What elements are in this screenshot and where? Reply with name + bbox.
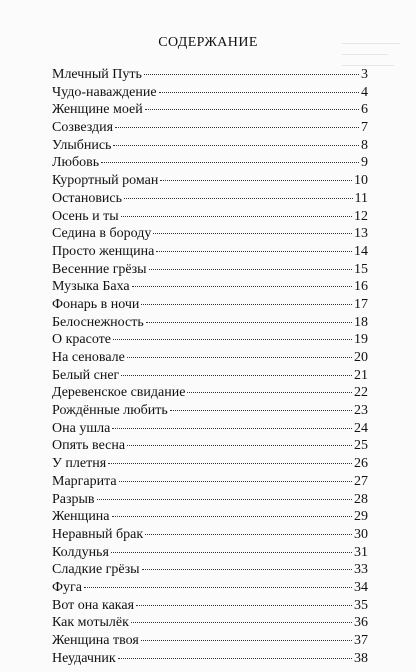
toc-entry-page: 19 (354, 332, 368, 348)
dot-leader (145, 534, 352, 535)
toc-entry-title: Осень и ты (52, 208, 119, 224)
toc-entry (52, 172, 368, 190)
toc-entry (52, 278, 368, 296)
toc-entry-page: 12 (354, 208, 368, 224)
toc-entry (52, 119, 368, 137)
toc-entry-title: Млечный Путь (52, 67, 142, 82)
toc-entry (52, 632, 368, 650)
dot-leader (156, 251, 352, 252)
toc-entry (52, 650, 368, 668)
dot-leader (108, 463, 352, 464)
dot-leader (127, 357, 352, 358)
toc-entry-title: Седина в бороду (52, 226, 152, 242)
toc-entry (52, 473, 368, 491)
toc-entry-page: 15 (354, 261, 368, 277)
toc-entry-page: 27 (354, 473, 368, 489)
dot-leader (170, 410, 352, 411)
toc-entry-title: Маргарита (52, 473, 117, 489)
toc-entry-title: Она ушла (52, 420, 111, 436)
toc-entry-page: 22 (354, 385, 368, 401)
toc-entry-title: О красоте (52, 332, 111, 348)
toc-entry-title: Сладкие грёзы (52, 562, 140, 578)
dot-leader (127, 445, 352, 446)
toc-entry-page: 23 (354, 403, 368, 419)
toc-entry-page: 34 (354, 579, 368, 595)
dot-leader (97, 499, 352, 500)
page-title: СОДЕРЖАНИЕ (158, 35, 258, 50)
dot-leader (144, 74, 359, 75)
toc-entry-title: Белый снег (52, 367, 120, 383)
dot-leader (141, 304, 352, 305)
toc-entry-title: У плетня (52, 456, 107, 472)
dot-leader (115, 127, 359, 128)
dot-leader (124, 198, 352, 199)
toc-entry-title: Фуга (52, 579, 83, 595)
toc-entry-title: Опять весна (52, 438, 126, 454)
dot-leader (131, 622, 352, 623)
toc-entry-page: 29 (354, 509, 368, 525)
toc-entry-title: На сеновале (52, 350, 125, 365)
dot-leader (187, 392, 352, 393)
toc-entry (52, 402, 368, 420)
toc-entry-page: 28 (354, 491, 368, 507)
toc-entry-title: Женщина (52, 509, 110, 525)
toc-entry-page: 36 (354, 615, 368, 631)
toc-entry-title: Созвездия (52, 120, 114, 136)
toc-entry (52, 420, 368, 438)
toc-entry (52, 384, 368, 402)
table-of-contents (52, 66, 368, 667)
toc-entry-title: Весенние грёзы (52, 261, 147, 277)
toc-entry-page: 13 (354, 226, 368, 242)
dot-leader (145, 109, 359, 110)
toc-entry (52, 101, 368, 119)
toc-entry-page: 7 (361, 120, 368, 136)
toc-entry (52, 208, 368, 226)
toc-entry-page: 30 (354, 526, 368, 542)
dot-leader (142, 569, 352, 570)
toc-entry-title: Рождённые любить (52, 403, 168, 419)
toc-entry-page: 25 (354, 438, 368, 454)
toc-entry-page: 35 (354, 597, 368, 613)
toc-entry (52, 66, 368, 84)
toc-entry-page: 17 (354, 296, 368, 312)
dot-leader (101, 162, 359, 163)
toc-entry (52, 243, 368, 261)
toc-entry-title: Чудо-наваждение (52, 84, 157, 100)
toc-entry-title: Курортный роман (52, 173, 159, 189)
toc-entry (52, 437, 368, 455)
toc-entry-title: Вот она какая (52, 597, 135, 613)
toc-entry-title: Колдунья (52, 544, 109, 560)
toc-entry-page: 21 (354, 367, 368, 383)
dot-leader (111, 552, 352, 553)
dot-leader (159, 92, 359, 93)
dot-leader (119, 481, 352, 482)
toc-entry (52, 261, 368, 279)
toc-entry (52, 561, 368, 579)
toc-entry (52, 314, 368, 332)
dot-leader (112, 516, 352, 517)
toc-entry-page: 8 (361, 137, 368, 153)
toc-entry-page: 38 (354, 650, 368, 666)
toc-entry-page: 37 (354, 633, 368, 648)
toc-entry-page: 11 (354, 190, 368, 206)
toc-entry-title: Женщине моей (52, 102, 143, 118)
toc-entry (52, 331, 368, 349)
toc-entry-title: Женщина твоя (52, 633, 139, 648)
toc-entry-title: Музыка Баха (52, 279, 130, 295)
toc-entry-title: Неудачник (52, 650, 116, 666)
toc-entry-title: Белоснежность (52, 314, 144, 330)
toc-entry-page: 6 (361, 102, 368, 118)
dot-leader (146, 322, 352, 323)
dot-leader (136, 605, 352, 606)
toc-entry-page: 10 (354, 173, 368, 189)
toc-entry-title: Неравный брак (52, 526, 144, 542)
toc-entry-title: Просто женщина (52, 243, 155, 259)
toc-entry (52, 614, 368, 632)
dot-leader (112, 428, 352, 429)
toc-entry (52, 190, 368, 208)
toc-entry-page: 3 (361, 67, 368, 82)
toc-entry (52, 579, 368, 597)
toc-entry (52, 526, 368, 544)
dot-leader (121, 216, 352, 217)
toc-entry-title: Деревенское свидание (52, 385, 186, 401)
toc-entry-title: Фонарь в ночи (52, 296, 140, 312)
toc-entry (52, 508, 368, 526)
toc-entry-page: 18 (354, 314, 368, 330)
toc-entry-title: Разрыв (52, 491, 95, 507)
dot-leader (141, 640, 352, 641)
dot-leader (121, 375, 352, 376)
dot-leader (149, 269, 352, 270)
toc-entry-page: 24 (354, 420, 368, 436)
toc-entry-page: 4 (361, 84, 368, 100)
dot-leader (113, 339, 352, 340)
dot-leader (84, 587, 352, 588)
toc-entry-title: Улыбнись (52, 137, 112, 153)
toc-entry-title: Как мотылёк (52, 615, 129, 631)
toc-entry-page: 16 (354, 279, 368, 295)
toc-entry (52, 367, 368, 385)
toc-entry-title: Любовь (52, 155, 100, 171)
toc-entry (52, 491, 368, 509)
dot-leader (113, 145, 359, 146)
toc-entry-page: 26 (354, 456, 368, 472)
toc-entry-page: 31 (354, 544, 368, 560)
toc-entry-page: 33 (354, 562, 368, 578)
dot-leader (118, 658, 352, 659)
toc-entry (52, 597, 368, 615)
toc-entry-title: Остановись (52, 190, 123, 206)
toc-entry-page: 14 (354, 243, 368, 259)
toc-entry (52, 84, 368, 102)
toc-entry (52, 455, 368, 473)
dot-leader (132, 286, 352, 287)
toc-entry (52, 349, 368, 367)
dot-leader (153, 233, 352, 234)
toc-entry (52, 137, 368, 155)
toc-entry-page: 9 (361, 155, 368, 171)
toc-entry (52, 154, 368, 172)
toc-entry (52, 544, 368, 562)
toc-entry (52, 296, 368, 314)
toc-entry (52, 225, 368, 243)
dot-leader (160, 180, 352, 181)
toc-entry-page: 20 (354, 350, 368, 365)
